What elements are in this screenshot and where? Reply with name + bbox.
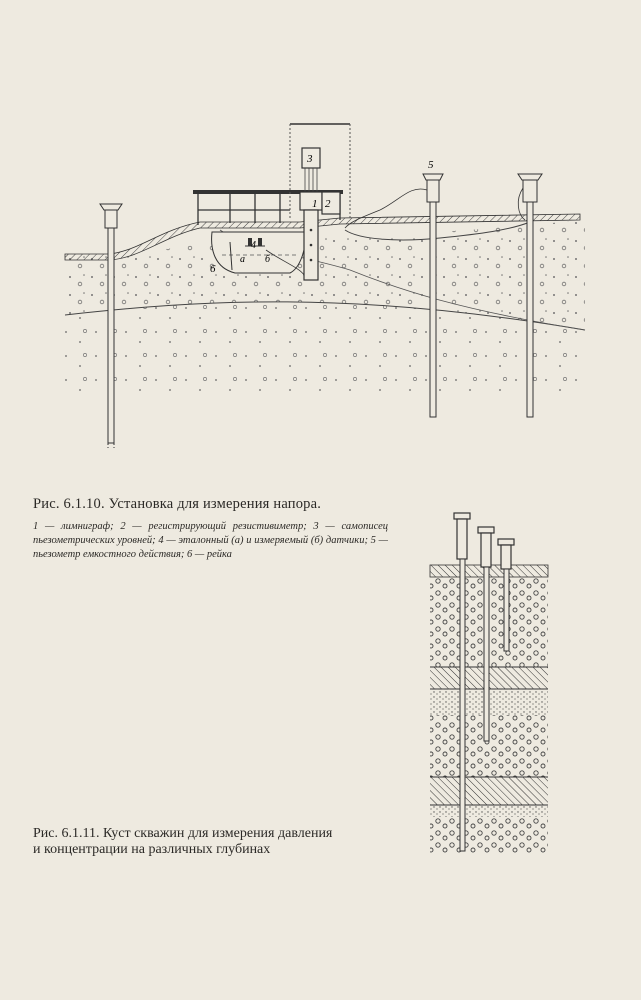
pressure-measurement-diagram [0,110,641,460]
figure-6-1-10-legend: 1 — лимниграф; 2 — регистрирующий резистивиметр; 3 — самописец пьезометрических уровней; 4 — эталонный (а) и измеряемый (б) датчики; 5 — пьезометр емкостного действия; 6 — рейка [33,521,388,560]
label-b: б [265,254,271,265]
label-4: 4 [251,240,256,251]
figure-6-1-10-caption [33,496,388,562]
label-a: а [240,254,245,265]
label-5: 5 [428,159,434,171]
figure-6-1-11-caption-line-1: Рис. 6.1.11. Куст скважин для измерения давления [33,826,333,841]
label-1: 1 [312,198,318,210]
well-cluster-diagram [420,505,560,860]
figure-6-1-11-caption [33,826,403,858]
figure-6-1-10-title: Рис. 6.1.10. Установка для измерения напора. [33,496,322,512]
label-6: 6 [210,263,216,275]
figure-6-1-11-caption-line-2: и концентрации на различных глубинах [33,842,271,857]
label-3: 3 [307,153,313,165]
label-2: 2 [325,198,331,210]
